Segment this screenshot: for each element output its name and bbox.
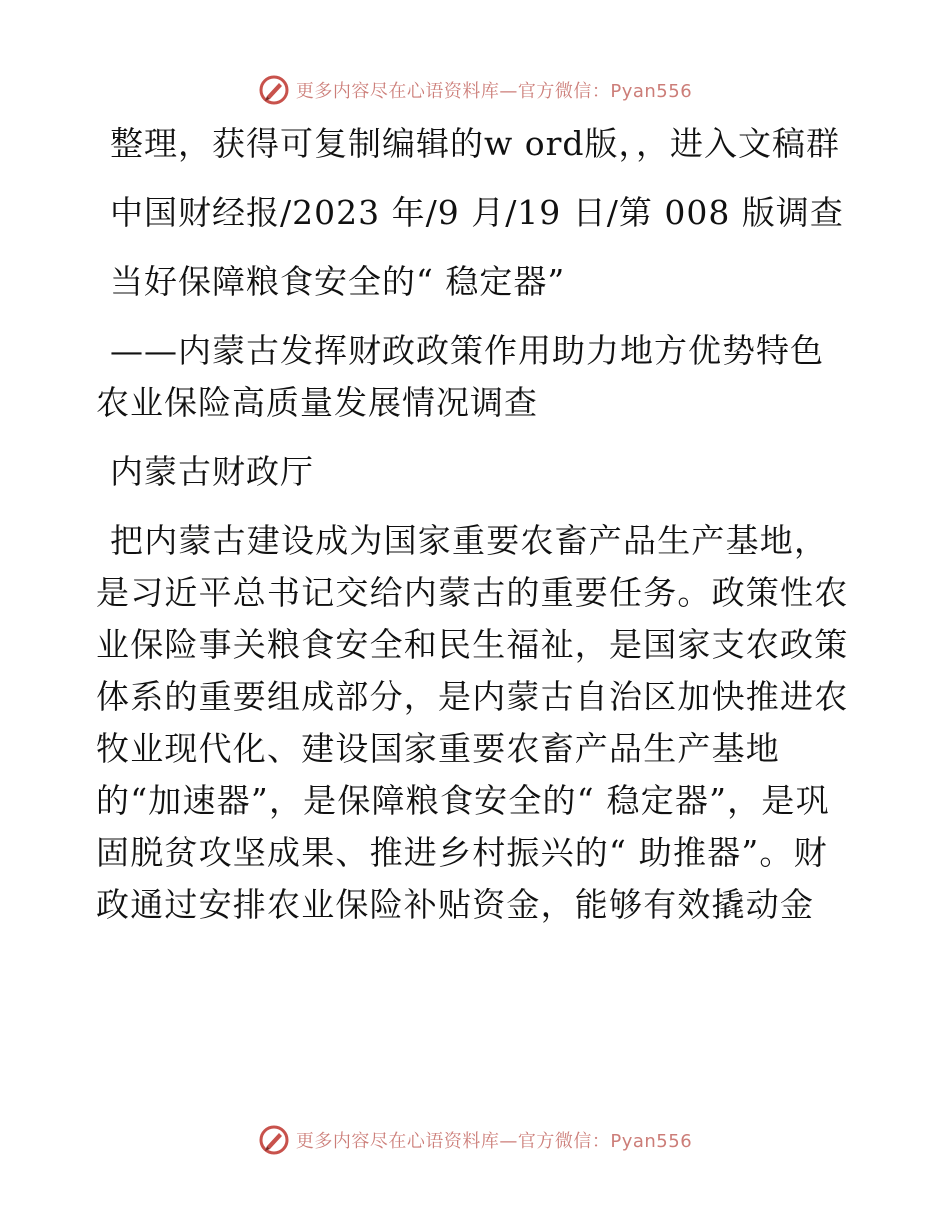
watermark-text: 更多内容尽在心语资料库—官方微信：Pyan556 — [295, 81, 693, 102]
pen-logo-icon — [258, 74, 290, 106]
watermark-banner-top — [0, 70, 950, 110]
pen-logo-icon — [258, 1124, 290, 1156]
article-subtitle: ——内蒙古发挥财政政策作用助力地方优势特色农业保险高质量发展情况调查 — [96, 331, 824, 422]
article-title: 当好保障粮食安全的“ 稳定器” — [110, 262, 566, 301]
body-paragraph: 把内蒙古建设成为国家重要农畜产品生产基地，是习近平总书记交给内蒙古的重要任务。政策性农业保险事关粮食安全和民生福祉，是国家支农政策体系的重要组成部分，是内蒙古自治区加快推进农牧业现代化、建设国家重要农畜产品生产基地的“加速器”，是保障粮食安全的“ 稳定器”，是巩固脱贫攻坚成果、推进乡村振兴的“ 助推器”。财政通过安排农业保险补贴资金，能够有效撬动金 — [96, 521, 849, 924]
source-line: 中国财经报/2023 年/9 月/19 日/第 008 版调查 — [110, 193, 844, 232]
document-body — [96, 118, 856, 948]
watermark-banner-bottom — [0, 1120, 950, 1160]
intro-note: 整理，获得可复制编辑的w ord版，，进入文稿群 — [110, 124, 841, 163]
author-line: 内蒙古财政厅 — [110, 452, 314, 491]
watermark-text: 更多内容尽在心语资料库—官方微信：Pyan556 — [295, 1131, 693, 1152]
